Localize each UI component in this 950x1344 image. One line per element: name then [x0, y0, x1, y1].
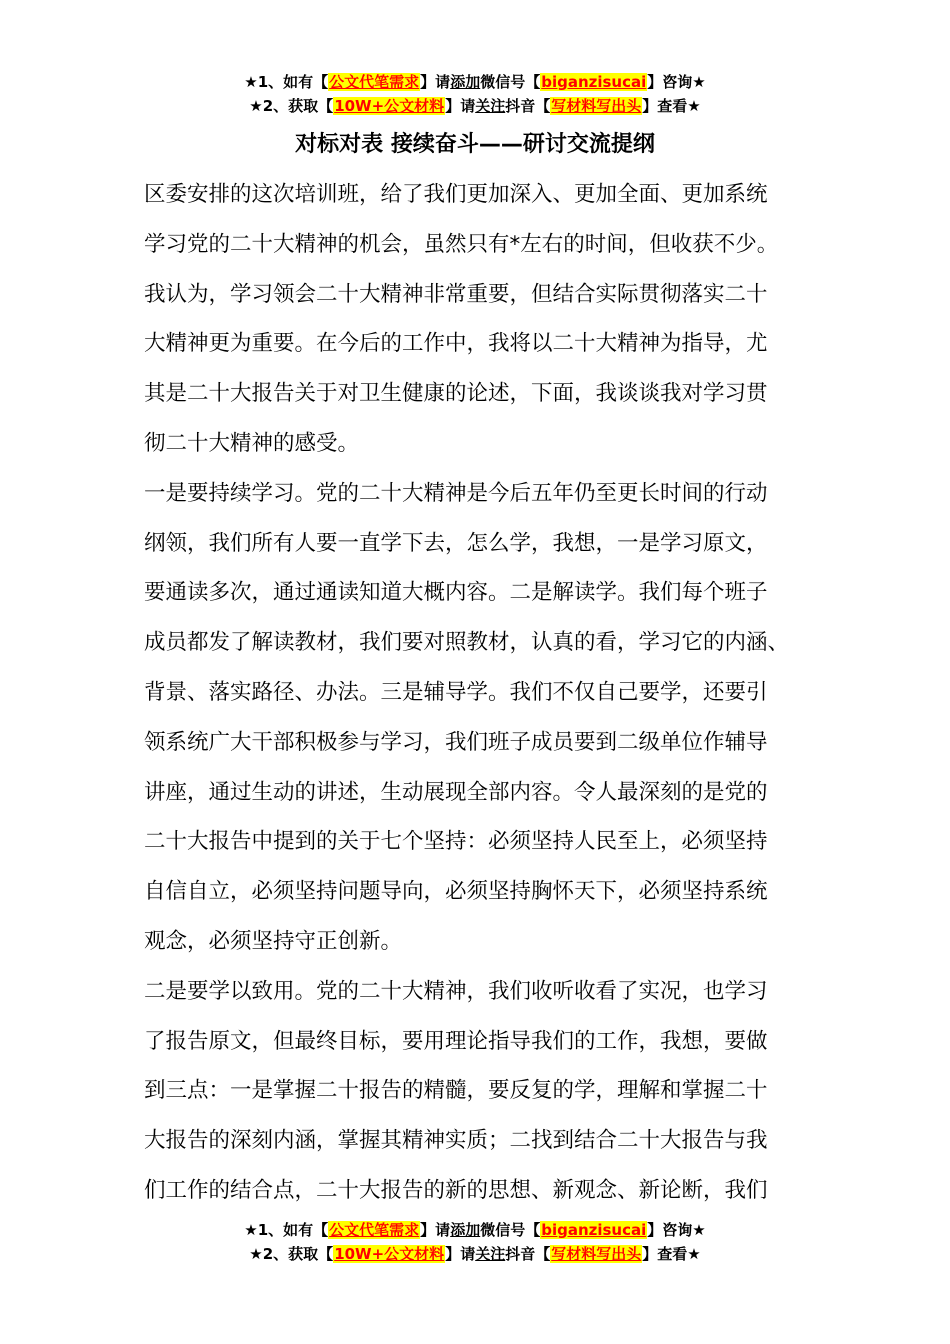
- banner-line-1: [0, 70, 950, 94]
- banner-text: 抖音【: [505, 1245, 551, 1263]
- banner-text: 】请: [445, 1245, 476, 1263]
- banner-text: 抖音【: [505, 97, 551, 115]
- banner-text: 微信号【: [480, 73, 541, 91]
- banner-text: 】咨询★: [647, 1221, 706, 1239]
- top-banner: [0, 70, 950, 118]
- banner-text: 】咨询★: [647, 73, 706, 91]
- banner-text: ★2、获取【: [249, 97, 334, 115]
- banner-text: ★1、如有【: [244, 73, 329, 91]
- banner-text: ★1、如有【: [244, 1221, 329, 1239]
- document-body: [144, 170, 824, 1216]
- paragraph-2: [144, 469, 824, 967]
- text-line: 我认为，学习领会二十大精神非常重要，但结合实际贯彻落实二十: [144, 281, 768, 307]
- text-line: 大精神更为重要。在今后的工作中，我将以二十大精神为指导，尤: [144, 331, 768, 357]
- banner-highlight: biganzisucai: [541, 73, 647, 91]
- paragraph-3: [144, 967, 824, 1216]
- text-line: 讲座，通过生动的讲述，生动展现全部内容。令人最深刻的是党的: [144, 779, 768, 805]
- banner-highlight: 公文代笔需求: [329, 1221, 420, 1239]
- banner-highlight: 10W+公文材料: [334, 97, 445, 115]
- banner-text: 】查看★: [642, 97, 701, 115]
- banner-highlight: 写材料写出头: [551, 97, 642, 115]
- banner-underlined-text: 添加: [450, 73, 481, 91]
- text-line: 一是要持续学习。党的二十大精神是今后五年仍至更长时间的行动: [144, 480, 768, 506]
- banner-underlined-text: 添加: [450, 1221, 481, 1239]
- banner-text: ★2、获取【: [249, 1245, 334, 1263]
- text-line: 了报告原文，但最终目标，要用理论指导我们的工作，我想，要做: [144, 1028, 768, 1054]
- text-line: 自信自立，必须坚持问题导向，必须坚持胸怀天下，必须坚持系统: [144, 879, 768, 905]
- banner-highlight: 公文代笔需求: [329, 73, 420, 91]
- text-line: 二是要学以致用。党的二十大精神，我们收听收看了实况，也学习: [144, 978, 768, 1004]
- text-line: 学习党的二十大精神的机会，虽然只有*左右的时间，但收获不少。: [144, 231, 779, 257]
- banner-text: 】查看★: [642, 1245, 701, 1263]
- banner-text: 】请: [420, 73, 451, 91]
- text-line: 领系统广大干部积极参与学习，我们班子成员要到二级单位作辅导: [144, 729, 768, 755]
- text-line: 成员都发了解读教材，我们要对照教材，认真的看，学习它的内涵、: [144, 630, 790, 656]
- banner-line-2: [0, 94, 950, 118]
- banner-highlight: 10W+公文材料: [334, 1245, 445, 1263]
- text-line: 到三点：一是掌握二十报告的精髓，要反复的学，理解和掌握二十: [144, 1078, 768, 1104]
- paragraph-1: [144, 170, 824, 469]
- document-title: 对标对表 接续奋斗——研讨交流提纲: [295, 132, 655, 157]
- banner-text: 微信号【: [480, 1221, 541, 1239]
- banner-underlined-text: 关注: [475, 97, 506, 115]
- text-line: 纲领，我们所有人要一直学下去，怎么学，我想，一是学习原文，: [144, 530, 768, 556]
- text-line: 彻二十大精神的感受。: [144, 430, 360, 456]
- banner-highlight: 写材料写出头: [551, 1245, 642, 1263]
- banner-highlight: biganzisucai: [541, 1221, 647, 1239]
- text-line: 其是二十大报告关于对卫生健康的论述，下面，我谈谈我对学习贯: [144, 381, 768, 407]
- banner-text: 】请: [445, 97, 476, 115]
- text-line: 大报告的深刻内涵，掌握其精神实质；二找到结合二十大报告与我: [144, 1128, 768, 1154]
- banner-underlined-text: 关注: [475, 1245, 506, 1263]
- text-line: 们工作的结合点，二十大报告的新的思想、新观念、新论断，我们: [144, 1177, 768, 1203]
- text-line: 观念，必须坚持守正创新。: [144, 928, 403, 954]
- bottom-banner: [0, 1218, 950, 1266]
- banner-text: 】请: [420, 1221, 451, 1239]
- text-line: 要通读多次，通过通读知道大概内容。二是解读学。我们每个班子: [144, 580, 768, 606]
- banner-line-1: [0, 1218, 950, 1242]
- banner-line-2: [0, 1242, 950, 1266]
- text-line: 背景、落实路径、办法。三是辅导学。我们不仅自己要学，还要引: [144, 679, 768, 705]
- text-line: 区委安排的这次培训班，给了我们更加深入、更加全面、更加系统: [144, 182, 768, 207]
- text-line: 二十大报告中提到的关于七个坚持：必须坚持人民至上，必须坚持: [144, 829, 768, 855]
